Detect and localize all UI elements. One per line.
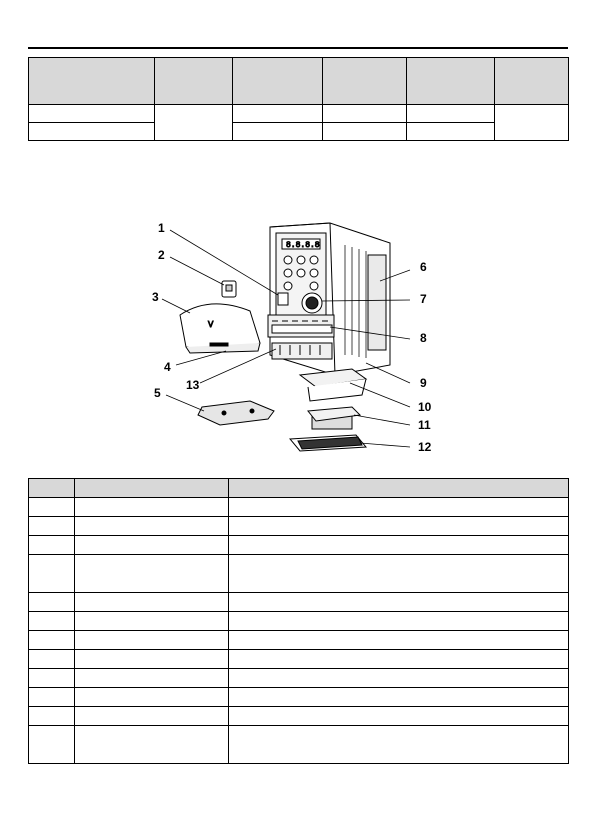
callout-12: 12 (418, 440, 432, 454)
parts-header-no (29, 479, 75, 498)
lower-cover (180, 304, 260, 353)
spec-table (28, 57, 569, 141)
spec-cell (323, 105, 407, 123)
spec-cell-merged (495, 105, 569, 141)
spec-header-cell (29, 58, 155, 105)
parts-row (29, 612, 569, 631)
parts-row (29, 650, 569, 669)
spec-cell (233, 123, 323, 141)
spec-header-cell (407, 58, 495, 105)
spec-cell (323, 123, 407, 141)
spec-header-cell (323, 58, 407, 105)
spec-table-header-row (29, 58, 569, 105)
parts-row (29, 631, 569, 650)
parts-table (28, 478, 569, 764)
mounting-plate (198, 401, 274, 425)
callout-13: 13 (186, 378, 200, 392)
spec-cell (29, 123, 155, 141)
callout-3: 3 (152, 290, 159, 304)
inverter-exploded-diagram (140, 215, 460, 465)
parts-row (29, 555, 569, 593)
spec-table-row (29, 123, 569, 141)
spec-cell-merged (155, 105, 233, 141)
parts-row (29, 726, 569, 764)
inverter-body (268, 223, 390, 375)
parts-row (29, 536, 569, 555)
spec-cell (29, 105, 155, 123)
parts-row (29, 688, 569, 707)
callout-7: 7 (420, 292, 427, 306)
clip-part (222, 281, 236, 297)
parts-row (29, 669, 569, 688)
parts-row (29, 593, 569, 612)
parts-row (29, 707, 569, 726)
parts-header-description (229, 479, 569, 498)
callout-11: 11 (418, 418, 431, 432)
callout-8: 8 (420, 331, 427, 345)
spec-header-cell (233, 58, 323, 105)
fan-grille (290, 435, 366, 451)
callout-6: 6 (420, 260, 427, 274)
spec-cell (407, 105, 495, 123)
callout-10: 10 (418, 400, 432, 414)
callout-4: 4 (164, 360, 171, 374)
callout-1: 1 (158, 221, 165, 235)
svg-text:8.8.8.8: 8.8.8.8 (286, 241, 320, 250)
bracket-part (300, 369, 366, 429)
spec-header-cell (495, 58, 569, 105)
parts-header-name (75, 479, 229, 498)
spec-table-row (29, 105, 569, 123)
svg-text:V: V (208, 320, 214, 329)
callout-2: 2 (158, 248, 165, 262)
spec-cell (233, 105, 323, 123)
spec-cell (407, 123, 495, 141)
parts-row (29, 498, 569, 517)
callout-5: 5 (154, 386, 161, 400)
parts-table-header-row (29, 479, 569, 498)
callout-9: 9 (420, 376, 427, 390)
spec-header-cell (155, 58, 233, 105)
parts-row (29, 517, 569, 536)
header-rule (28, 47, 568, 49)
